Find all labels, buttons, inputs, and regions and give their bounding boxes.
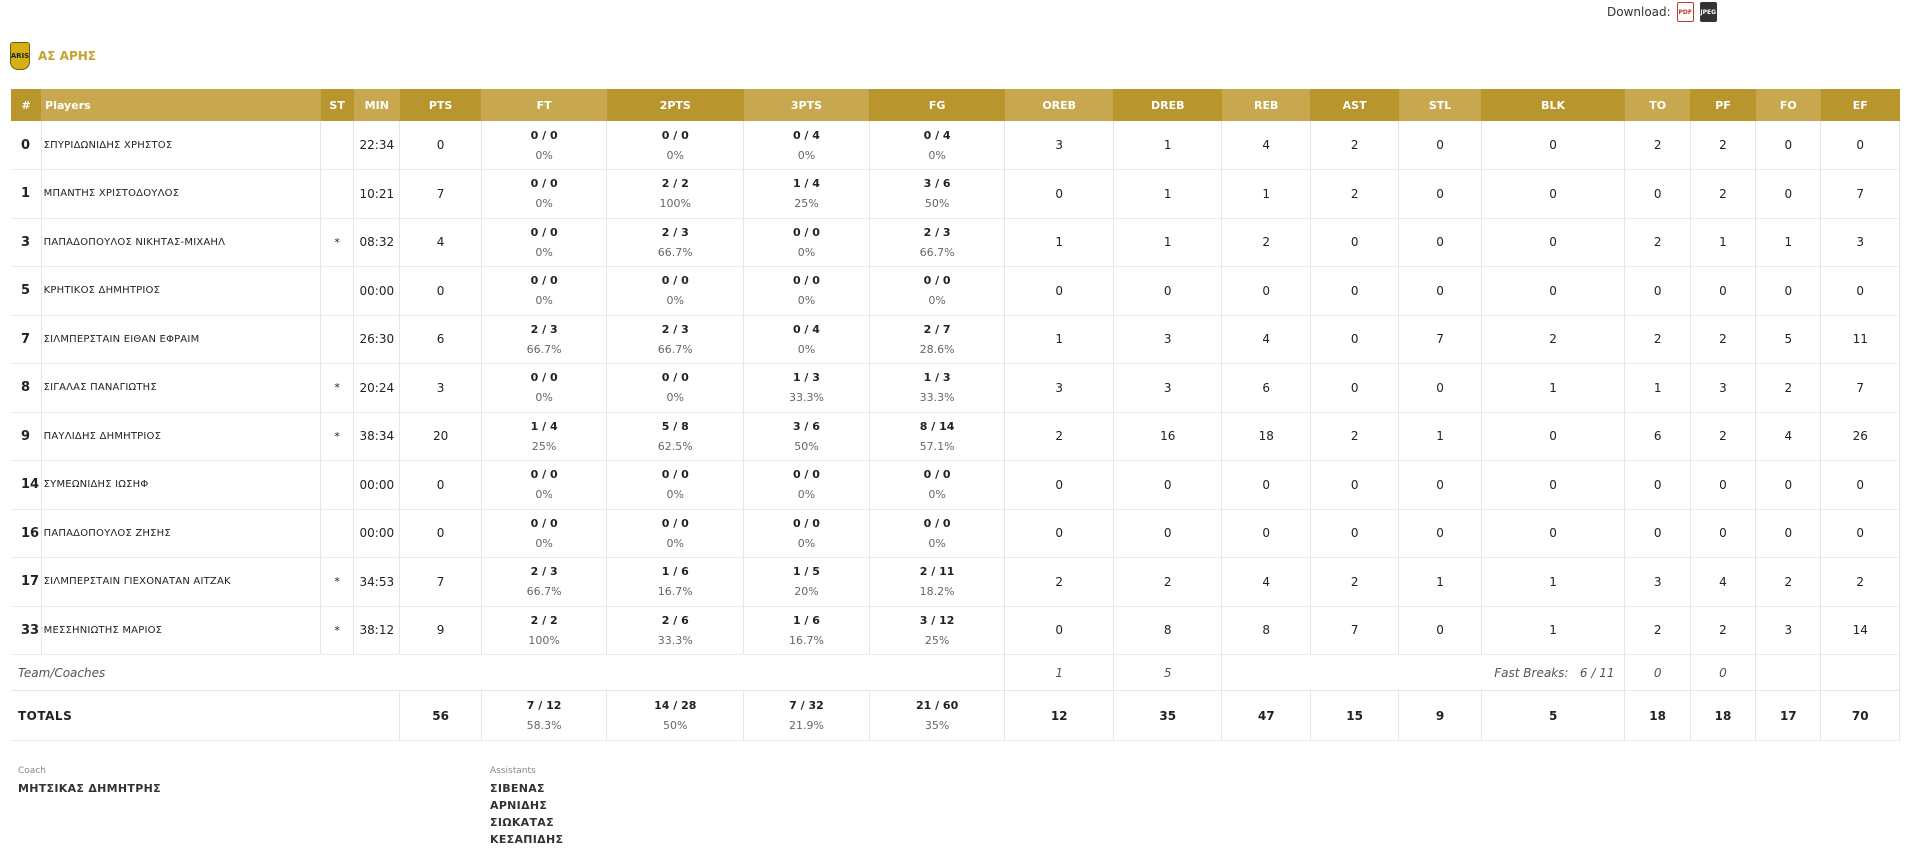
totals-ft: 7 / 12 58.3%	[481, 691, 607, 741]
stat-fo: 3	[1756, 606, 1821, 655]
stat-stl: 0	[1399, 606, 1481, 655]
stat-reb: 8	[1222, 606, 1310, 655]
stat-pf: 0	[1690, 509, 1755, 558]
stat-ast: 2	[1310, 558, 1398, 607]
stat-pf: 2	[1690, 315, 1755, 364]
shooting-fg: 0 / 0 0%	[869, 461, 1005, 510]
minutes: 00:00	[354, 267, 400, 316]
column-header-number: #	[11, 89, 41, 121]
player-name[interactable]: ΜΠΑΝΤΗΣ ΧΡΙΣΤΟΔΟΥΛΟΣ	[41, 170, 320, 219]
jpeg-download-icon[interactable]: JPEG	[1700, 2, 1717, 22]
starter-mark: *	[321, 558, 354, 607]
empty-cell	[1821, 655, 1900, 691]
stat-dreb: 0	[1113, 509, 1222, 558]
fast-breaks: Fast Breaks: 6 / 11	[1222, 655, 1625, 691]
shooting-p2: 2 / 2 100%	[607, 170, 744, 219]
stat-ast: 0	[1310, 218, 1398, 267]
totals-label: TOTALS	[11, 691, 400, 741]
stat-blk: 0	[1481, 509, 1625, 558]
stat-to: 2	[1625, 121, 1690, 170]
points: 7	[400, 170, 481, 219]
stat-oreb: 2	[1005, 558, 1114, 607]
stat-dreb: 8	[1113, 606, 1222, 655]
column-header-min: MIN	[354, 89, 400, 121]
table-row	[11, 218, 1900, 267]
stat-ef: 7	[1821, 170, 1900, 219]
player-number: 33	[11, 606, 41, 655]
stat-reb: 6	[1222, 364, 1310, 413]
shooting-p3: 0 / 0 0%	[744, 218, 870, 267]
totals-pf: 18	[1690, 691, 1755, 741]
column-header-2pts: 2PTS	[607, 89, 744, 121]
stat-ast: 2	[1310, 412, 1398, 461]
minutes: 08:32	[354, 218, 400, 267]
stat-stl: 7	[1399, 315, 1481, 364]
stat-fo: 0	[1756, 170, 1821, 219]
coach-section	[18, 766, 161, 797]
totals-2pts: 14 / 28 50%	[607, 691, 744, 741]
column-header-stl: STL	[1399, 89, 1481, 121]
minutes: 00:00	[354, 509, 400, 558]
shooting-fg: 1 / 3 33.3%	[869, 364, 1005, 413]
points: 0	[400, 509, 481, 558]
coach-label: Coach	[18, 766, 46, 776]
stat-blk: 0	[1481, 461, 1625, 510]
shooting-p2: 1 / 6 16.7%	[607, 558, 744, 607]
stat-reb: 4	[1222, 121, 1310, 170]
stat-blk: 1	[1481, 364, 1625, 413]
stat-stl: 0	[1399, 218, 1481, 267]
minutes: 22:34	[354, 121, 400, 170]
stat-reb: 0	[1222, 509, 1310, 558]
stat-stl: 0	[1399, 121, 1481, 170]
stat-to: 2	[1625, 218, 1690, 267]
starter-mark: *	[321, 218, 354, 267]
shooting-p3: 0 / 0 0%	[744, 267, 870, 316]
player-number: 14	[11, 461, 41, 510]
stat-fo: 4	[1756, 412, 1821, 461]
totals-fg: 21 / 60 35%	[869, 691, 1005, 741]
shooting-ft: 0 / 0 0%	[481, 218, 607, 267]
minutes: 10:21	[354, 170, 400, 219]
stat-oreb: 2	[1005, 412, 1114, 461]
stat-ef: 2	[1821, 558, 1900, 607]
stat-ef: 7	[1821, 364, 1900, 413]
minutes: 20:24	[354, 364, 400, 413]
stat-fo: 5	[1756, 315, 1821, 364]
table-row	[11, 121, 1900, 170]
totals-pts: 56	[400, 691, 481, 741]
column-header-st: ST	[321, 89, 354, 121]
column-header-ft: FT	[481, 89, 607, 121]
player-number: 0	[11, 121, 41, 170]
stat-reb: 2	[1222, 218, 1310, 267]
team-name[interactable]: ΑΣ ΑΡΗΣ	[38, 49, 96, 63]
starter-mark	[321, 267, 354, 316]
stat-stl: 0	[1399, 170, 1481, 219]
team-dreb: 5	[1113, 655, 1222, 691]
points: 0	[400, 121, 481, 170]
stat-dreb: 0	[1113, 461, 1222, 510]
shooting-p2: 0 / 0 0%	[607, 509, 744, 558]
shooting-p2: 0 / 0 0%	[607, 461, 744, 510]
shooting-p3: 1 / 3 33.3%	[744, 364, 870, 413]
stat-stl: 0	[1399, 461, 1481, 510]
stat-reb: 0	[1222, 267, 1310, 316]
stat-ef: 3	[1821, 218, 1900, 267]
shooting-p3: 3 / 6 50%	[744, 412, 870, 461]
player-number: 17	[11, 558, 41, 607]
starter-mark	[321, 170, 354, 219]
stat-to: 6	[1625, 412, 1690, 461]
stat-to: 0	[1625, 461, 1690, 510]
shooting-p2: 2 / 6 33.3%	[607, 606, 744, 655]
stat-to: 2	[1625, 315, 1690, 364]
points: 9	[400, 606, 481, 655]
shooting-ft: 2 / 2 100%	[481, 606, 607, 655]
starter-mark	[321, 315, 354, 364]
stat-ef: 11	[1821, 315, 1900, 364]
shooting-ft: 0 / 0 0%	[481, 461, 607, 510]
player-number: 5	[11, 267, 41, 316]
table-row	[11, 558, 1900, 607]
stat-dreb: 0	[1113, 267, 1222, 316]
empty-cell	[1756, 655, 1821, 691]
shooting-fg: 0 / 0 0%	[869, 267, 1005, 316]
starter-mark: *	[321, 412, 354, 461]
stat-to: 2	[1625, 606, 1690, 655]
column-header-fg: FG	[869, 89, 1005, 121]
stat-oreb: 0	[1005, 606, 1114, 655]
team-coaches-label: Team/Coaches	[11, 655, 1005, 691]
shooting-ft: 0 / 0 0%	[481, 267, 607, 316]
shooting-p2: 0 / 0 0%	[607, 121, 744, 170]
stat-pf: 2	[1690, 121, 1755, 170]
shooting-p2: 0 / 0 0%	[607, 267, 744, 316]
stat-reb: 1	[1222, 170, 1310, 219]
shooting-fg: 3 / 12 25%	[869, 606, 1005, 655]
totals-row	[11, 691, 1900, 741]
stat-ast: 2	[1310, 121, 1398, 170]
stat-blk: 1	[1481, 606, 1625, 655]
stat-dreb: 1	[1113, 218, 1222, 267]
stat-dreb: 3	[1113, 364, 1222, 413]
stat-reb: 0	[1222, 461, 1310, 510]
stat-ef: 0	[1821, 509, 1900, 558]
minutes: 34:53	[354, 558, 400, 607]
stat-pf: 2	[1690, 412, 1755, 461]
table-header-row	[11, 89, 1900, 121]
shooting-p2: 2 / 3 66.7%	[607, 218, 744, 267]
shooting-p2: 5 / 8 62.5%	[607, 412, 744, 461]
starter-mark	[321, 461, 354, 510]
stat-fo: 0	[1756, 121, 1821, 170]
stat-ast: 0	[1310, 315, 1398, 364]
stat-dreb: 1	[1113, 170, 1222, 219]
shooting-p3: 1 / 6 16.7%	[744, 606, 870, 655]
shooting-ft: 1 / 4 25%	[481, 412, 607, 461]
stat-fo: 0	[1756, 461, 1821, 510]
shooting-p3: 1 / 4 25%	[744, 170, 870, 219]
shooting-ft: 0 / 0 0%	[481, 121, 607, 170]
player-name[interactable]: ΣΙΛΜΠΕΡΣΤΑΙΝ ΕΙΘΑΝ ΕΦΡΑΙΜ	[41, 315, 320, 364]
player-name[interactable]: ΣΙΓΑΛΑΣ ΠΑΝΑΓΙΩΤΗΣ	[41, 364, 320, 413]
minutes: 38:12	[354, 606, 400, 655]
stat-oreb: 0	[1005, 170, 1114, 219]
column-header-pts: PTS	[400, 89, 481, 121]
shooting-p3: 0 / 0 0%	[744, 509, 870, 558]
column-header-ef: EF	[1821, 89, 1900, 121]
column-header-3pts: 3PTS	[744, 89, 870, 121]
table-row	[11, 315, 1900, 364]
shooting-fg: 2 / 11 18.2%	[869, 558, 1005, 607]
stat-pf: 1	[1690, 218, 1755, 267]
player-name[interactable]: ΣΙΛΜΠΕΡΣΤΑΙΝ ΓΙΕΧΟΝΑΤΑΝ ΑΙΤΖΑΚ	[41, 558, 320, 607]
stat-blk: 0	[1481, 170, 1625, 219]
stat-reb: 4	[1222, 315, 1310, 364]
stat-fo: 0	[1756, 267, 1821, 316]
table-row	[11, 461, 1900, 510]
stat-fo: 2	[1756, 364, 1821, 413]
player-name[interactable]: ΣΠΥΡΙΔΩΝΙΔΗΣ ΧΡΗΣΤΟΣ	[41, 121, 320, 170]
pdf-download-icon[interactable]: PDF	[1677, 2, 1694, 22]
stat-oreb: 0	[1005, 267, 1114, 316]
stat-oreb: 1	[1005, 315, 1114, 364]
column-header-players: Players	[41, 89, 320, 121]
assistant-name: ΣΙΒΕΝΑΣ	[490, 782, 545, 795]
shooting-fg: 2 / 3 66.7%	[869, 218, 1005, 267]
stat-dreb: 2	[1113, 558, 1222, 607]
shooting-p3: 1 / 5 20%	[744, 558, 870, 607]
minutes: 26:30	[354, 315, 400, 364]
coach-name: ΜΗΤΣΙΚΑΣ ΔΗΜΗΤΡΗΣ	[18, 782, 161, 795]
download-bar	[1607, 2, 1717, 22]
stat-stl: 1	[1399, 412, 1481, 461]
totals-3pts: 7 / 32 21.9%	[744, 691, 870, 741]
assistants-label: Assistants	[490, 766, 536, 776]
starter-mark	[321, 121, 354, 170]
table-row	[11, 267, 1900, 316]
player-name[interactable]: ΠΑΠΑΔΟΠΟΥΛΟΣ ΝΙΚΗΤΑΣ-ΜΙΧΑΗΛ	[41, 218, 320, 267]
shooting-p3: 0 / 4 0%	[744, 315, 870, 364]
stat-blk: 2	[1481, 315, 1625, 364]
stat-ef: 26	[1821, 412, 1900, 461]
stat-ef: 0	[1821, 121, 1900, 170]
stat-pf: 3	[1690, 364, 1755, 413]
player-number: 7	[11, 315, 41, 364]
totals-blk: 5	[1481, 691, 1625, 741]
player-number: 16	[11, 509, 41, 558]
shooting-fg: 0 / 0 0%	[869, 509, 1005, 558]
stat-pf: 4	[1690, 558, 1755, 607]
shooting-ft: 0 / 0 0%	[481, 170, 607, 219]
stat-blk: 0	[1481, 267, 1625, 316]
column-header-reb: REB	[1222, 89, 1310, 121]
table-row	[11, 364, 1900, 413]
stat-oreb: 3	[1005, 364, 1114, 413]
totals-oreb: 12	[1005, 691, 1114, 741]
stat-fo: 0	[1756, 509, 1821, 558]
stat-ast: 0	[1310, 461, 1398, 510]
player-name[interactable]: ΠΑΥΛΙΔΗΣ ΔΗΜΗΤΡΙΟΣ	[41, 412, 320, 461]
stat-dreb: 1	[1113, 121, 1222, 170]
stat-stl: 1	[1399, 558, 1481, 607]
minutes: 38:34	[354, 412, 400, 461]
shooting-fg: 8 / 14 57.1%	[869, 412, 1005, 461]
stat-ef: 0	[1821, 461, 1900, 510]
column-header-dreb: DREB	[1113, 89, 1222, 121]
box-score-table	[11, 89, 1900, 741]
shooting-p3: 0 / 0 0%	[744, 461, 870, 510]
stat-ast: 2	[1310, 170, 1398, 219]
stat-blk: 0	[1481, 218, 1625, 267]
stat-to: 1	[1625, 364, 1690, 413]
stat-ef: 14	[1821, 606, 1900, 655]
team-logo: ARIS	[10, 42, 30, 70]
assistant-name: ΑΡΝΙΔΗΣ	[490, 799, 548, 812]
team-oreb: 1	[1005, 655, 1114, 691]
points: 0	[400, 267, 481, 316]
stat-stl: 0	[1399, 364, 1481, 413]
assistant-name: ΚΕΣΑΠΙΔΗΣ	[490, 833, 564, 846]
stat-to: 0	[1625, 509, 1690, 558]
player-number: 3	[11, 218, 41, 267]
stat-fo: 1	[1756, 218, 1821, 267]
points: 4	[400, 218, 481, 267]
stat-reb: 4	[1222, 558, 1310, 607]
column-header-to: TO	[1625, 89, 1690, 121]
stat-pf: 2	[1690, 170, 1755, 219]
starter-mark: *	[321, 364, 354, 413]
shooting-fg: 3 / 6 50%	[869, 170, 1005, 219]
totals-reb: 47	[1222, 691, 1310, 741]
points: 7	[400, 558, 481, 607]
stat-reb: 18	[1222, 412, 1310, 461]
column-header-blk: BLK	[1481, 89, 1625, 121]
totals-stl: 9	[1399, 691, 1481, 741]
table-row	[11, 412, 1900, 461]
table-row	[11, 170, 1900, 219]
stat-blk: 0	[1481, 412, 1625, 461]
starter-mark	[321, 509, 354, 558]
stat-fo: 2	[1756, 558, 1821, 607]
shooting-p3: 0 / 4 0%	[744, 121, 870, 170]
stat-ast: 7	[1310, 606, 1398, 655]
stat-stl: 0	[1399, 267, 1481, 316]
points: 0	[400, 461, 481, 510]
stat-stl: 0	[1399, 509, 1481, 558]
table-row	[11, 606, 1900, 655]
stat-pf: 0	[1690, 461, 1755, 510]
team-pf: 0	[1690, 655, 1755, 691]
stat-oreb: 0	[1005, 461, 1114, 510]
table-row	[11, 509, 1900, 558]
totals-to: 18	[1625, 691, 1690, 741]
column-header-fo: FO	[1756, 89, 1821, 121]
stat-dreb: 16	[1113, 412, 1222, 461]
stat-to: 0	[1625, 170, 1690, 219]
points: 20	[400, 412, 481, 461]
column-header-pf: PF	[1690, 89, 1755, 121]
column-header-oreb: OREB	[1005, 89, 1114, 121]
totals-ast: 15	[1310, 691, 1398, 741]
totals-ef: 70	[1821, 691, 1900, 741]
stat-oreb: 3	[1005, 121, 1114, 170]
team-to: 0	[1625, 655, 1690, 691]
stat-blk: 1	[1481, 558, 1625, 607]
starter-mark: *	[321, 606, 354, 655]
stat-dreb: 3	[1113, 315, 1222, 364]
assistant-name: ΣΙΩΚΑΤΑΣ	[490, 816, 554, 829]
stat-pf: 2	[1690, 606, 1755, 655]
shooting-ft: 0 / 0 0%	[481, 364, 607, 413]
player-name[interactable]: ΠΑΠΑΔΟΠΟΥΛΟΣ ΖΗΣΗΣ	[41, 509, 320, 558]
stat-oreb: 0	[1005, 509, 1114, 558]
player-name[interactable]: ΜΕΣΣΗΝΙΩΤΗΣ ΜΑΡΙΟΣ	[41, 606, 320, 655]
shooting-p2: 2 / 3 66.7%	[607, 315, 744, 364]
stat-oreb: 1	[1005, 218, 1114, 267]
assistants-section	[490, 766, 563, 848]
stat-ast: 0	[1310, 509, 1398, 558]
player-name[interactable]: ΚΡΗΤΙΚΟΣ ΔΗΜΗΤΡΙΟΣ	[41, 267, 320, 316]
stat-pf: 0	[1690, 267, 1755, 316]
player-number: 1	[11, 170, 41, 219]
minutes: 00:00	[354, 461, 400, 510]
shooting-ft: 2 / 3 66.7%	[481, 315, 607, 364]
shooting-fg: 0 / 4 0%	[869, 121, 1005, 170]
stat-ast: 0	[1310, 364, 1398, 413]
team-header	[10, 42, 96, 70]
player-number: 8	[11, 364, 41, 413]
shooting-ft: 2 / 3 66.7%	[481, 558, 607, 607]
download-label: Download:	[1607, 5, 1671, 19]
points: 6	[400, 315, 481, 364]
stat-to: 3	[1625, 558, 1690, 607]
totals-dreb: 35	[1113, 691, 1222, 741]
shooting-fg: 2 / 7 28.6%	[869, 315, 1005, 364]
team-coaches-row	[11, 655, 1900, 691]
stat-to: 0	[1625, 267, 1690, 316]
stat-ast: 0	[1310, 267, 1398, 316]
shooting-ft: 0 / 0 0%	[481, 509, 607, 558]
column-header-ast: AST	[1310, 89, 1398, 121]
player-number: 9	[11, 412, 41, 461]
totals-fo: 17	[1756, 691, 1821, 741]
shooting-p2: 0 / 0 0%	[607, 364, 744, 413]
player-name[interactable]: ΣΥΜΕΩΝΙΔΗΣ ΙΩΣΗΦ	[41, 461, 320, 510]
stat-ef: 0	[1821, 267, 1900, 316]
stat-blk: 0	[1481, 121, 1625, 170]
points: 3	[400, 364, 481, 413]
